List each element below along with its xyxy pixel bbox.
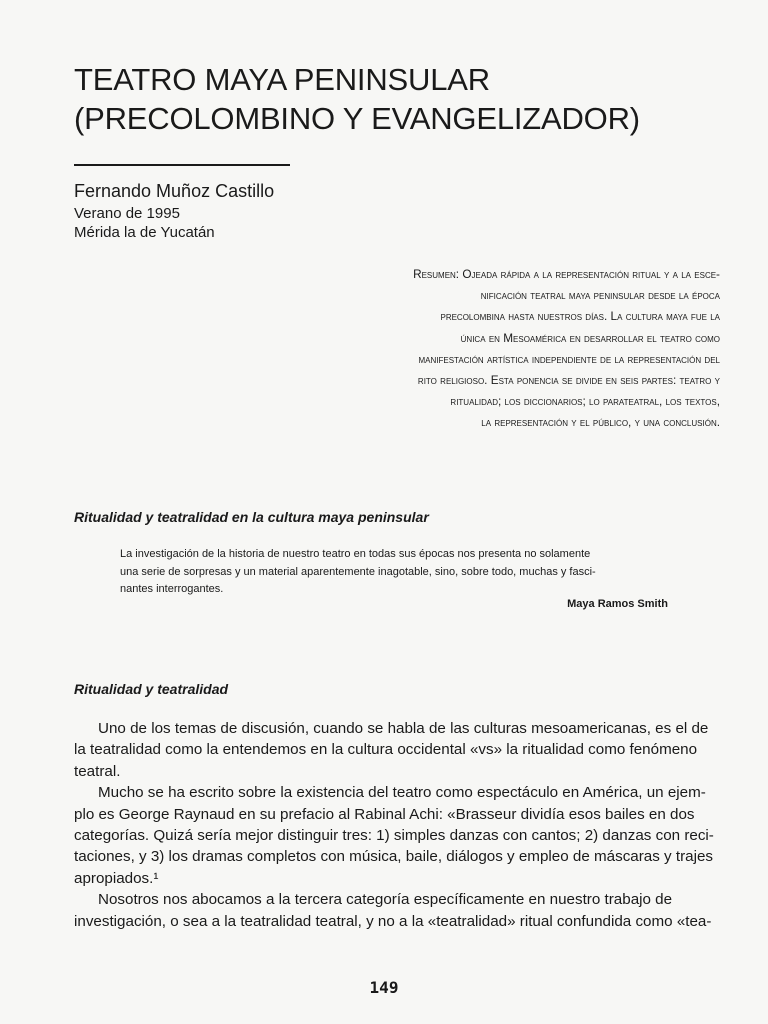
abstract [270, 264, 720, 434]
epigraph-author: Maya Ramos Smith [567, 598, 668, 610]
body-line: Nosotros nos abocamos a la tercera categoría específicamente en nuestro trabajo de [98, 891, 673, 909]
title-line-1: TEATRO MAYA PENINSULAR [74, 62, 490, 97]
title-divider [74, 164, 290, 166]
abstract-line: única en Mesoamérica en desarrollar el teatro como [460, 330, 720, 345]
abstract-line: la representación y el público, y una conclusión. [481, 415, 720, 430]
epigraph-line: nantes interrogantes. [120, 583, 224, 595]
abstract-line: Resumen: Ojeada rápida a la representación ritual y a la esce- [413, 267, 720, 281]
section-heading-ritualidad-teatralidad: Ritualidad y teatralidad [74, 681, 229, 697]
body-line: la teatralidad como la entendemos en la cultura occidental «vs» la ritualidad como fenómeno [74, 741, 698, 759]
epigraph [120, 546, 668, 599]
body-text [74, 718, 720, 932]
body-line: Uno de los temas de discusión, cuando se habla de las culturas mesoamericanas, es el de [98, 720, 709, 737]
body-line: apropiados.¹ [74, 869, 159, 887]
body-line: taciones, y 3) los dramas completos con música, baile, diálogos y empleo de máscaras y trajes [74, 848, 714, 866]
epigraph-line: una serie de sorpresas y un material aparentemente inagotable, sino, sobre todo, muchas y fasci- [120, 565, 596, 578]
author-place: Mérida la de Yucatán [74, 224, 215, 241]
body-line: categorías. Quizá sería mejor distinguir tres: 1) simples danzas con cantos; 2) danzas con reci- [74, 827, 714, 845]
abstract-line: nificación teatral maya peninsular desde la época [480, 288, 720, 303]
abstract-line: manifestación artística independiente de la representación del [418, 351, 720, 366]
abstract-line: ritualidad; los diccionarios; lo parateatral, los textos, [450, 394, 720, 409]
author-date: Verano de 1995 [74, 205, 180, 222]
author-meta [74, 204, 215, 242]
abstract-line: precolombina hasta nuestros días. La cultura maya fue la [440, 309, 720, 324]
body-line: investigación, o sea a la teatralidad teatral, y no a la «teatralidad» ritual confundida como «tea- [74, 912, 712, 930]
article-title [74, 60, 714, 138]
body-line: teatral. [74, 762, 121, 780]
abstract-line: rito religioso. Esta ponencia se divide en seis partes: teatro y [417, 373, 720, 388]
epigraph-line: La investigación de la historia de nuestro teatro en todas sus épocas nos presenta no solamente [120, 548, 591, 560]
body-line: plo es George Raynaud en su prefacio al Rabinal Achi: «Brasseur dividía esos bailes en dos [74, 805, 695, 823]
page-number: 149 [369, 978, 399, 997]
section-heading-ritualidad-cultura-maya: Ritualidad y teatralidad en la cultura maya peninsular [74, 509, 429, 525]
author-name: Fernando Muñoz Castillo [74, 181, 275, 201]
title-line-2: (PRECOLOMBINO Y EVANGELIZADOR) [74, 101, 640, 136]
body-line: Mucho se ha escrito sobre la existencia del teatro como espectáculo en América, un ejem- [98, 784, 706, 802]
